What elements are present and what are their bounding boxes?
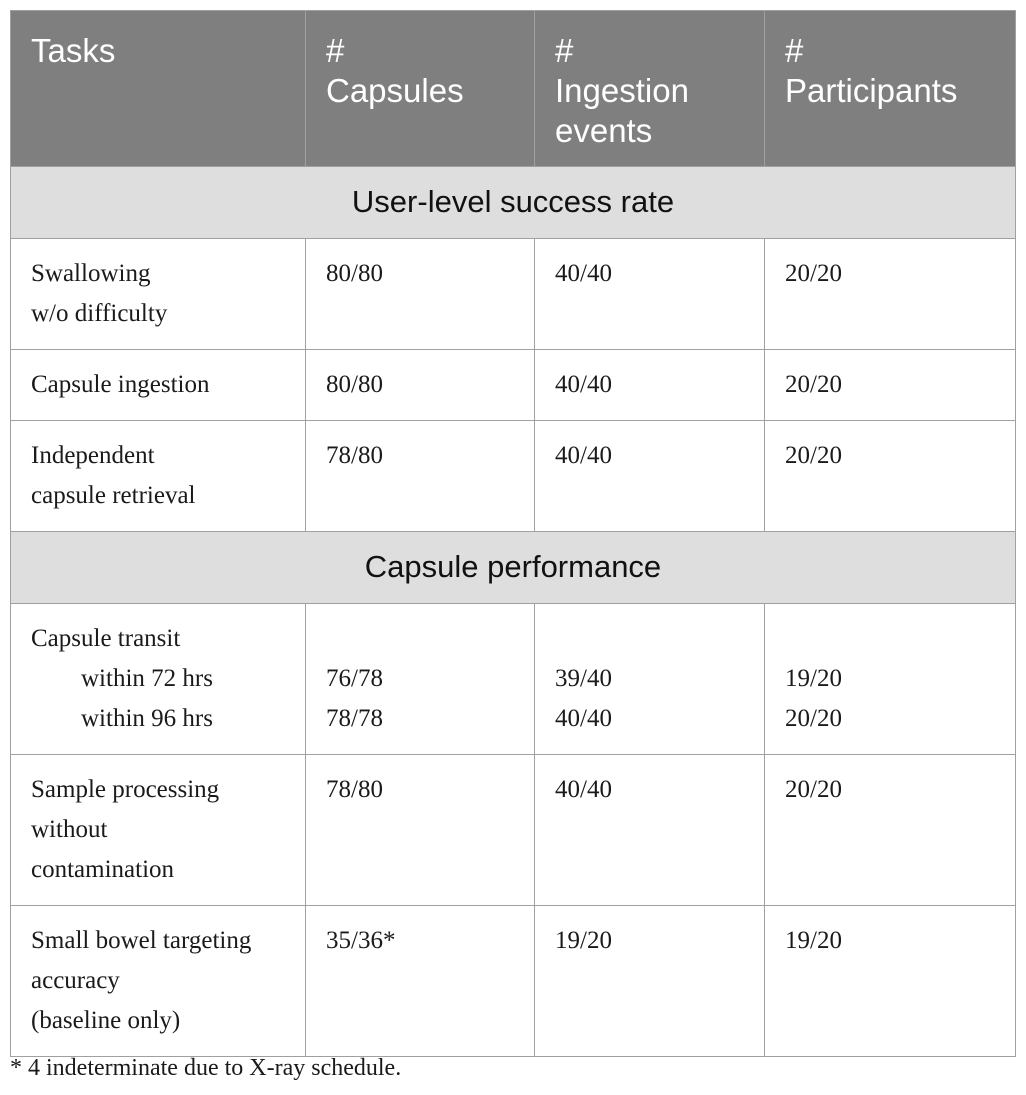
table-row [11, 755, 1016, 906]
table-row [11, 350, 1016, 421]
task-cell: Swallowing w/o difficulty [11, 239, 306, 350]
participants-cell: 20/20 [765, 350, 1016, 421]
participants-cell: 20/20 [765, 421, 1016, 532]
task-cell: Independent capsule retrieval [11, 421, 306, 532]
task-cell: Capsule ingestion [11, 350, 306, 421]
capsules-cell: 80/80 [306, 350, 535, 421]
capsules-cell: 76/78 78/78 [306, 604, 535, 755]
ingestion-cell: 19/20 [535, 906, 765, 1057]
ingestion-cell: 39/40 40/40 [535, 604, 765, 755]
section-row-user-level [11, 167, 1016, 239]
header-row [11, 11, 1016, 167]
capsules-cell: 78/80 [306, 421, 535, 532]
capsules-cell: 35/36* [306, 906, 535, 1057]
ingestion-cell: 40/40 [535, 755, 765, 906]
section-title: User-level success rate [11, 167, 1016, 239]
results-table [10, 10, 1016, 1057]
header-tasks: Tasks [11, 11, 306, 167]
ingestion-cell: 40/40 [535, 350, 765, 421]
participants-cell: 20/20 [765, 755, 1016, 906]
participants-cell: 20/20 [765, 239, 1016, 350]
participants-cell: 19/20 [765, 906, 1016, 1057]
table-footnote: * 4 indeterminate due to X-ray schedule. [10, 1055, 402, 1081]
ingestion-cell: 40/40 [535, 421, 765, 532]
header-participants: # Participants [765, 11, 1016, 167]
task-cell: Sample processing without contamination [11, 755, 306, 906]
capsules-cell: 80/80 [306, 239, 535, 350]
section-title: Capsule performance [11, 532, 1016, 604]
capsules-cell: 78/80 [306, 755, 535, 906]
table-row [11, 239, 1016, 350]
participants-cell: 19/20 20/20 [765, 604, 1016, 755]
header-capsules: # Capsules [306, 11, 535, 167]
table-row-transit [11, 604, 1016, 755]
table-row [11, 421, 1016, 532]
table-row [11, 906, 1016, 1057]
header-ingestion-events: # Ingestion events [535, 11, 765, 167]
section-row-capsule-performance [11, 532, 1016, 604]
task-cell: Capsule transit within 72 hrs within 96 hrs [11, 604, 306, 755]
task-cell: Small bowel targeting accuracy (baseline only) [11, 906, 306, 1057]
ingestion-cell: 40/40 [535, 239, 765, 350]
